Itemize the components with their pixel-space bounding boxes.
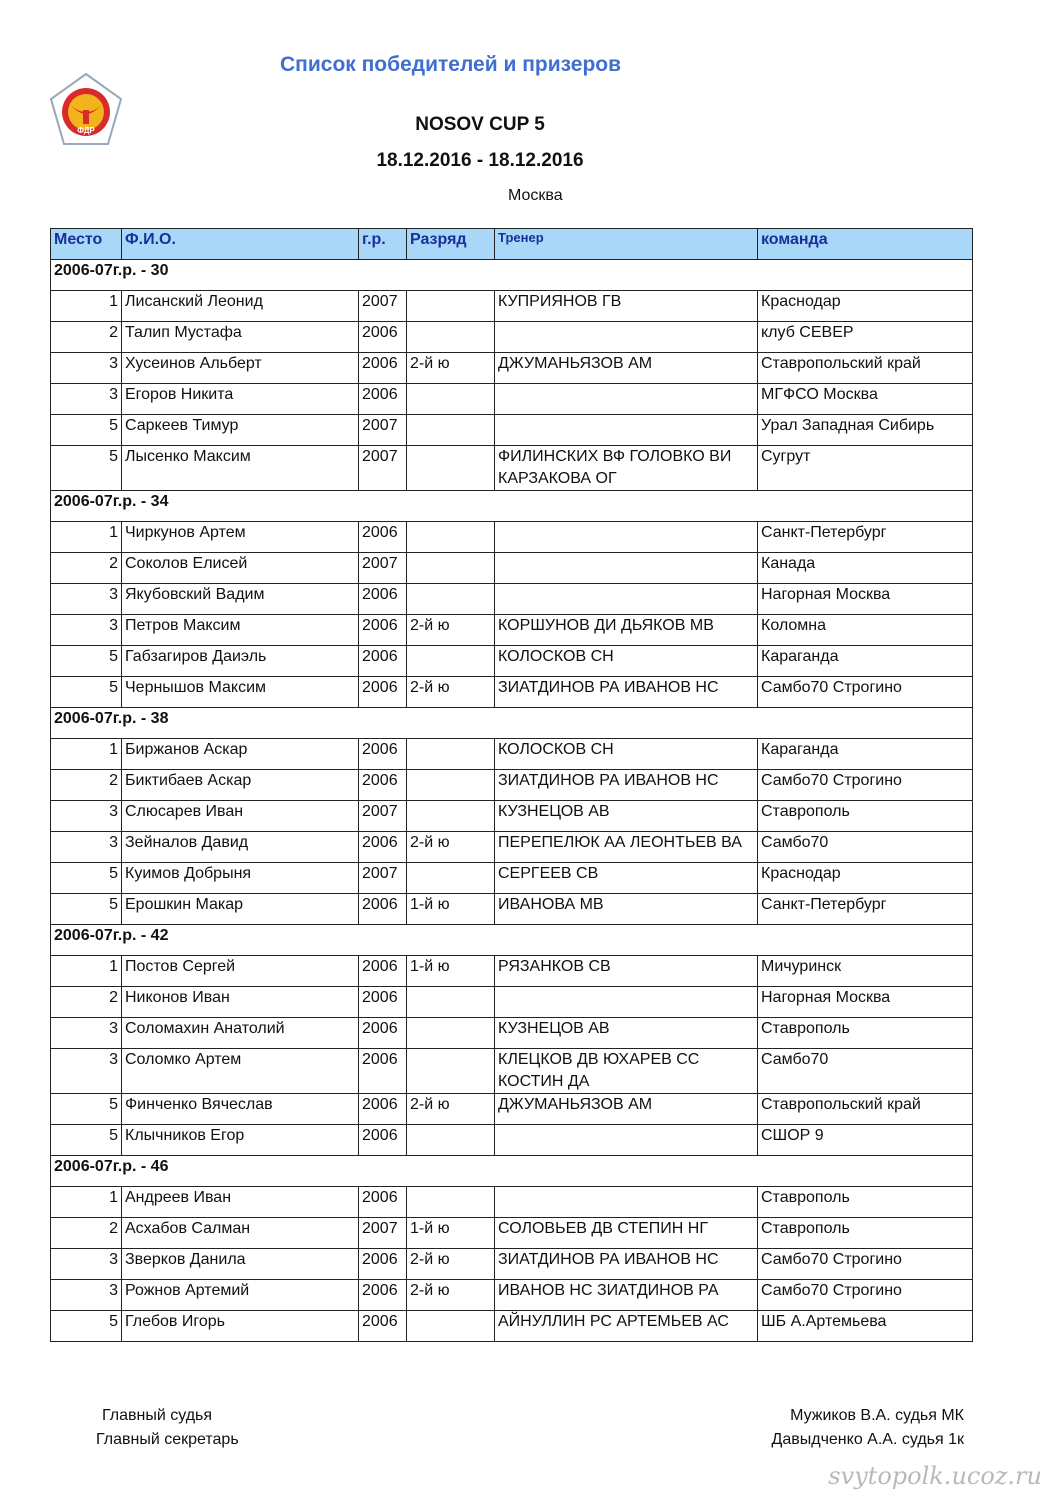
cell-year: 2006 [359,615,407,646]
category-row [51,260,973,291]
cell-team: Канада [758,553,973,584]
cell-place: 3 [51,1018,122,1049]
cell-year: 2006 [359,832,407,863]
document-title: Список победителей и призеров [280,53,622,76]
watermark: svytopolk.ucoz.ru [828,1462,1042,1490]
cell-place: 5 [51,677,122,708]
cell-team: Караганда [758,739,973,770]
event-name: NOSOV CUP 5 [415,114,545,135]
cell-team: Караганда [758,646,973,677]
table-row [51,1249,973,1280]
cell-year: 2006 [359,770,407,801]
cell-rank: 2-й ю [407,1249,495,1280]
cell-name: Талип Мустафа [122,322,359,353]
cell-year: 2006 [359,987,407,1018]
table-row [51,615,973,646]
cell-place: 3 [51,801,122,832]
cell-trainer: КЛЕЦКОВ ДВ ЮХАРЕВ СС КОСТИН ДА [495,1049,758,1094]
cell-place: 2 [51,1218,122,1249]
cell-rank: 1-й ю [407,1218,495,1249]
column-header-team: команда [758,229,973,260]
cell-rank [407,1018,495,1049]
cell-place: 2 [51,770,122,801]
cell-name: Лысенко Максим [122,446,359,491]
category-title: 2006-07г.р. - 34 [51,491,973,522]
cell-team: Сугрут [758,446,973,491]
table-row [51,1125,973,1156]
cell-trainer: ЗИАТДИНОВ РА ИВАНОВ НС [495,1249,758,1280]
table-row [51,353,973,384]
cell-rank [407,863,495,894]
cell-team: клуб СЕВЕР [758,322,973,353]
cell-rank [407,646,495,677]
table-row [51,646,973,677]
cell-trainer: ИВАНОВ НС ЗИАТДИНОВ РА [495,1280,758,1311]
cell-place: 3 [51,832,122,863]
cell-year: 2006 [359,739,407,770]
cell-name: Соколов Елисей [122,553,359,584]
cell-place: 3 [51,1280,122,1311]
results-body [51,260,973,1342]
cell-name: Андреев Иван [122,1187,359,1218]
cell-name: Рожнов Артемий [122,1280,359,1311]
cell-place: 5 [51,1125,122,1156]
cell-rank [407,553,495,584]
cell-team: Самбо70 Строгино [758,770,973,801]
cell-year: 2006 [359,1187,407,1218]
cell-name: Хусеинов Альберт [122,353,359,384]
category-title: 2006-07г.р. - 30 [51,260,973,291]
cell-year: 2006 [359,677,407,708]
category-row [51,1156,973,1187]
category-row [51,708,973,739]
cell-rank: 1-й ю [407,894,495,925]
cell-trainer: КОЛОСКОВ СН [495,646,758,677]
cell-trainer: ЗИАТДИНОВ РА ИВАНОВ НС [495,770,758,801]
cell-trainer: КУЗНЕЦОВ АВ [495,1018,758,1049]
cell-name: Габзагиров Даиэль [122,646,359,677]
cell-rank [407,770,495,801]
cell-place: 1 [51,291,122,322]
cell-team: Ставрополь [758,1218,973,1249]
cell-place: 5 [51,863,122,894]
cell-trainer [495,987,758,1018]
cell-trainer: КОРШУНОВ ДИ ДЬЯКОВ МВ [495,615,758,646]
cell-rank [407,415,495,446]
cell-team: Самбо70 Строгино [758,1249,973,1280]
cell-rank: 2-й ю [407,615,495,646]
results-table [50,228,973,1342]
chief-judge-label: Главный судья [102,1407,213,1424]
cell-name: Никонов Иван [122,987,359,1018]
cell-name: Егоров Никита [122,384,359,415]
cell-name: Слюсарев Иван [122,801,359,832]
cell-name: Зверков Данила [122,1249,359,1280]
cell-year: 2006 [359,1049,407,1094]
cell-team: Ставропольский край [758,1094,973,1125]
cell-name: Постов Сергей [122,956,359,987]
table-row [51,677,973,708]
table-row [51,1280,973,1311]
cell-name: Петров Максим [122,615,359,646]
column-header-rank: Разряд [407,229,495,260]
cell-rank [407,446,495,491]
table-row [51,1049,973,1094]
federation-logo [48,72,124,148]
cell-team: Санкт-Петербург [758,522,973,553]
cell-name: Чернышов Максим [122,677,359,708]
cell-trainer: КОЛОСКОВ СН [495,739,758,770]
table-header-row [51,229,973,260]
column-header-name: Ф.И.О. [122,229,359,260]
cell-rank [407,291,495,322]
cell-year: 2007 [359,446,407,491]
table-row [51,584,973,615]
cell-trainer [495,522,758,553]
table-row [51,322,973,353]
cell-name: Биктибаев Аскар [122,770,359,801]
cell-year: 2006 [359,522,407,553]
cell-year: 2006 [359,384,407,415]
cell-team: Самбо70 [758,832,973,863]
cell-place: 3 [51,584,122,615]
cell-trainer: СОЛОВЬЕВ ДВ СТЕПИН НГ [495,1218,758,1249]
chief-judge-name: Мужиков В.А. судья МК [790,1407,964,1424]
category-title: 2006-07г.р. - 46 [51,1156,973,1187]
cell-name: Лисанский Леонид [122,291,359,322]
cell-name: Соломахин Анатолий [122,1018,359,1049]
cell-team: Коломна [758,615,973,646]
cell-team: Ставрополь [758,1187,973,1218]
cell-rank [407,522,495,553]
cell-rank [407,739,495,770]
event-dates: 18.12.2016 - 18.12.2016 [376,150,584,171]
cell-place: 3 [51,1249,122,1280]
cell-trainer [495,415,758,446]
cell-year: 2006 [359,1018,407,1049]
cell-name: Клычников Егор [122,1125,359,1156]
table-row [51,739,973,770]
cell-trainer [495,384,758,415]
logo-text: ФДР [77,126,95,135]
cell-trainer: КУЗНЕЦОВ АВ [495,801,758,832]
table-row [51,832,973,863]
cell-rank: 2-й ю [407,353,495,384]
cell-trainer: СЕРГЕЕВ СВ [495,863,758,894]
column-header-place: Место [51,229,122,260]
table-row [51,446,973,491]
event-city: Москва [508,187,563,204]
cell-name: Зейналов Давид [122,832,359,863]
cell-trainer: КУПРИЯНОВ ГВ [495,291,758,322]
cell-team: Краснодар [758,291,973,322]
cell-team: Урал Западная Сибирь [758,415,973,446]
table-row [51,894,973,925]
table-row [51,863,973,894]
cell-team: Нагорная Москва [758,987,973,1018]
table-row [51,987,973,1018]
cell-rank [407,1187,495,1218]
cell-year: 2006 [359,1280,407,1311]
table-row [51,956,973,987]
table-row [51,1187,973,1218]
cell-name: Саркеев Тимур [122,415,359,446]
cell-place: 2 [51,553,122,584]
cell-team: Ставрополь [758,1018,973,1049]
cell-name: Глебов Игорь [122,1311,359,1342]
table-row [51,1218,973,1249]
cell-place: 2 [51,322,122,353]
cell-place: 3 [51,615,122,646]
cell-trainer: ЗИАТДИНОВ РА ИВАНОВ НС [495,677,758,708]
table-row [51,384,973,415]
cell-year: 2006 [359,646,407,677]
cell-place: 1 [51,1187,122,1218]
cell-year: 2006 [359,353,407,384]
category-title: 2006-07г.р. - 38 [51,708,973,739]
cell-year: 2006 [359,894,407,925]
cell-team: Мичуринск [758,956,973,987]
cell-place: 5 [51,1311,122,1342]
table-row [51,291,973,322]
cell-trainer: ДЖУМАНЬЯЗОВ АМ [495,353,758,384]
cell-place: 1 [51,956,122,987]
cell-place: 3 [51,1049,122,1094]
cell-year: 2006 [359,584,407,615]
table-row [51,1018,973,1049]
cell-year: 2007 [359,553,407,584]
cell-name: Биржанов Аскар [122,739,359,770]
cell-trainer: РЯЗАНКОВ СВ [495,956,758,987]
cell-team: Самбо70 Строгино [758,677,973,708]
category-row [51,925,973,956]
column-header-trainer: Тренер [495,229,758,260]
cell-rank [407,584,495,615]
cell-place: 5 [51,446,122,491]
cell-year: 2006 [359,1094,407,1125]
cell-team: ШБ А.Артемьева [758,1311,973,1342]
cell-rank [407,1125,495,1156]
cell-year: 2007 [359,863,407,894]
cell-place: 1 [51,739,122,770]
chief-secretary-name: Давыдченко А.А. судья 1к [771,1431,964,1448]
cell-rank [407,987,495,1018]
cell-rank [407,801,495,832]
cell-team: Краснодар [758,863,973,894]
category-title: 2006-07г.р. - 42 [51,925,973,956]
cell-team: Самбо70 Строгино [758,1280,973,1311]
cell-place: 3 [51,384,122,415]
cell-team: Ставропольский край [758,353,973,384]
table-row [51,553,973,584]
cell-name: Якубовский Вадим [122,584,359,615]
cell-place: 2 [51,987,122,1018]
table-row [51,1094,973,1125]
cell-rank [407,384,495,415]
cell-trainer: ПЕРЕПЕЛЮК АА ЛЕОНТЬЕВ ВА [495,832,758,863]
cell-rank: 1-й ю [407,956,495,987]
cell-rank: 2-й ю [407,1094,495,1125]
table-row [51,801,973,832]
table-row [51,1311,973,1342]
chief-secretary-label: Главный секретарь [96,1431,239,1448]
table-row [51,770,973,801]
cell-name: Финченко Вячеслав [122,1094,359,1125]
table-row [51,415,973,446]
cell-place: 5 [51,646,122,677]
cell-year: 2007 [359,1218,407,1249]
table-row [51,522,973,553]
cell-team: Санкт-Петербург [758,894,973,925]
cell-trainer [495,1125,758,1156]
cell-name: Куимов Добрыня [122,863,359,894]
cell-trainer [495,322,758,353]
cell-year: 2006 [359,1311,407,1342]
cell-trainer [495,584,758,615]
cell-rank [407,1049,495,1094]
cell-rank [407,322,495,353]
cell-name: Ерошкин Макар [122,894,359,925]
cell-place: 3 [51,353,122,384]
cell-year: 2006 [359,1125,407,1156]
category-row [51,491,973,522]
cell-team: МГФСО Москва [758,384,973,415]
cell-rank: 2-й ю [407,677,495,708]
cell-place: 1 [51,522,122,553]
cell-place: 5 [51,1094,122,1125]
cell-team: СШОР 9 [758,1125,973,1156]
cell-team: Нагорная Москва [758,584,973,615]
cell-year: 2006 [359,322,407,353]
cell-rank: 2-й ю [407,832,495,863]
cell-trainer: ФИЛИНСКИХ ВФ ГОЛОВКО ВИ КАРЗАКОВА ОГ [495,446,758,491]
cell-trainer: ИВАНОВА МВ [495,894,758,925]
cell-name: Соломко Артем [122,1049,359,1094]
cell-name: Чиркунов Артем [122,522,359,553]
cell-trainer: АЙНУЛЛИН РС АРТЕМЬЕВ АС [495,1311,758,1342]
cell-year: 2007 [359,415,407,446]
cell-team: Ставрополь [758,801,973,832]
cell-year: 2006 [359,1249,407,1280]
cell-trainer [495,1187,758,1218]
cell-rank: 2-й ю [407,1280,495,1311]
cell-place: 5 [51,415,122,446]
cell-trainer: ДЖУМАНЬЯЗОВ АМ [495,1094,758,1125]
cell-place: 5 [51,894,122,925]
cell-year: 2006 [359,956,407,987]
cell-name: Асхабов Салман [122,1218,359,1249]
cell-year: 2007 [359,291,407,322]
cell-year: 2007 [359,801,407,832]
cell-team: Самбо70 [758,1049,973,1094]
cell-rank [407,1311,495,1342]
column-header-year: г.р. [359,229,407,260]
cell-trainer [495,553,758,584]
